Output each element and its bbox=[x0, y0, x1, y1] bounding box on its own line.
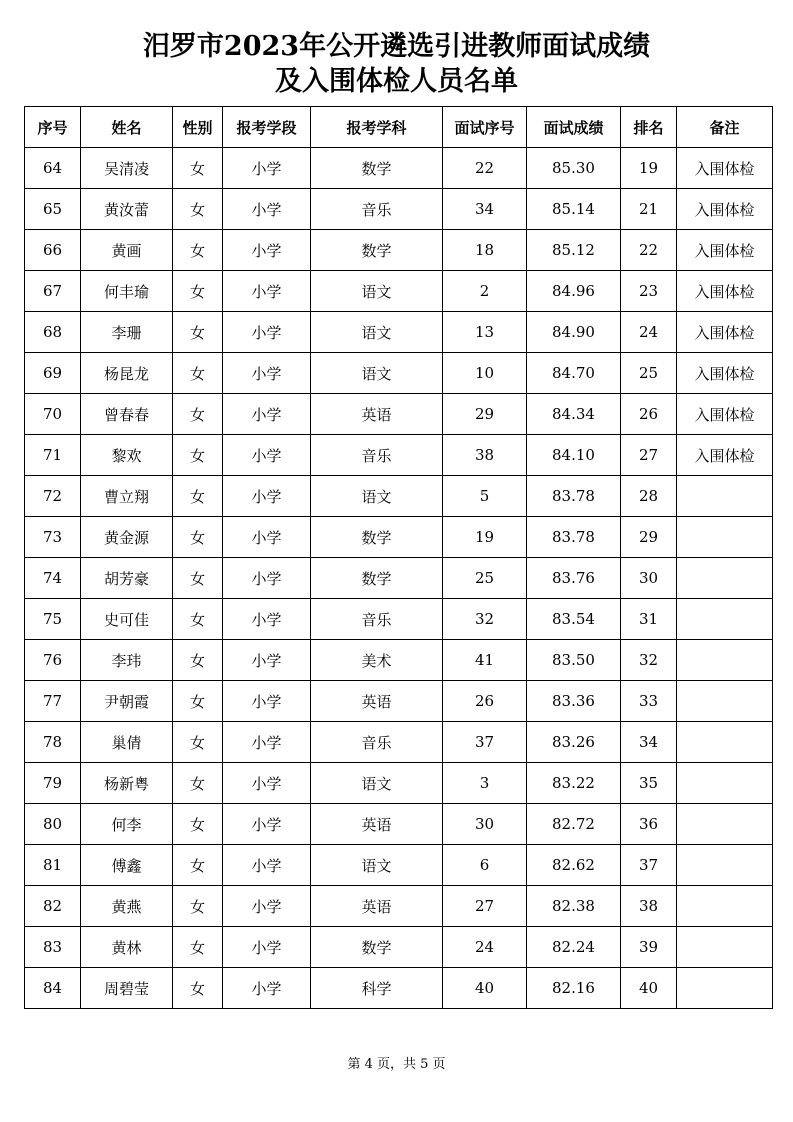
cell-gender: 女 bbox=[173, 230, 223, 271]
cell-interview-no: 38 bbox=[443, 435, 527, 476]
cell-index: 66 bbox=[25, 230, 81, 271]
cell-interview-no: 40 bbox=[443, 968, 527, 1009]
cell-index: 67 bbox=[25, 271, 81, 312]
cell-index: 74 bbox=[25, 558, 81, 599]
cell-index: 73 bbox=[25, 517, 81, 558]
cell-interview-no: 2 bbox=[443, 271, 527, 312]
cell-stage: 小学 bbox=[223, 599, 311, 640]
table-row bbox=[25, 476, 773, 517]
cell-remark bbox=[677, 640, 773, 681]
cell-name: 吴清凌 bbox=[81, 148, 173, 189]
cell-interview-no: 27 bbox=[443, 886, 527, 927]
cell-interview-no: 41 bbox=[443, 640, 527, 681]
cell-score: 82.72 bbox=[527, 804, 621, 845]
cell-rank: 33 bbox=[621, 681, 677, 722]
cell-stage: 小学 bbox=[223, 148, 311, 189]
cell-subject: 数学 bbox=[311, 517, 443, 558]
cell-subject: 语文 bbox=[311, 845, 443, 886]
cell-gender: 女 bbox=[173, 640, 223, 681]
cell-name: 杨新粤 bbox=[81, 763, 173, 804]
header-cell-remark: 备注 bbox=[677, 107, 773, 148]
header-cell-rank: 排名 bbox=[621, 107, 677, 148]
header-cell-name: 姓名 bbox=[81, 107, 173, 148]
cell-stage: 小学 bbox=[223, 517, 311, 558]
cell-index: 69 bbox=[25, 353, 81, 394]
cell-remark: 入围体检 bbox=[677, 435, 773, 476]
cell-index: 77 bbox=[25, 681, 81, 722]
cell-name: 曹立翔 bbox=[81, 476, 173, 517]
cell-gender: 女 bbox=[173, 271, 223, 312]
cell-gender: 女 bbox=[173, 435, 223, 476]
cell-rank: 24 bbox=[621, 312, 677, 353]
cell-interview-no: 22 bbox=[443, 148, 527, 189]
cell-index: 72 bbox=[25, 476, 81, 517]
table-row bbox=[25, 353, 773, 394]
cell-subject: 科学 bbox=[311, 968, 443, 1009]
cell-remark bbox=[677, 681, 773, 722]
cell-score: 83.36 bbox=[527, 681, 621, 722]
cell-subject: 数学 bbox=[311, 927, 443, 968]
table-row bbox=[25, 845, 773, 886]
cell-subject: 音乐 bbox=[311, 599, 443, 640]
cell-gender: 女 bbox=[173, 517, 223, 558]
table-row bbox=[25, 312, 773, 353]
cell-name: 黎欢 bbox=[81, 435, 173, 476]
cell-stage: 小学 bbox=[223, 271, 311, 312]
table-row bbox=[25, 763, 773, 804]
document-title-line-2: 及入围体检人员名单 bbox=[275, 66, 518, 97]
cell-rank: 36 bbox=[621, 804, 677, 845]
cell-remark: 入围体检 bbox=[677, 189, 773, 230]
cell-rank: 34 bbox=[621, 722, 677, 763]
cell-remark bbox=[677, 886, 773, 927]
table-row bbox=[25, 435, 773, 476]
cell-index: 81 bbox=[25, 845, 81, 886]
cell-gender: 女 bbox=[173, 148, 223, 189]
cell-score: 85.12 bbox=[527, 230, 621, 271]
cell-rank: 30 bbox=[621, 558, 677, 599]
cell-subject: 英语 bbox=[311, 804, 443, 845]
cell-remark bbox=[677, 722, 773, 763]
cell-subject: 语文 bbox=[311, 476, 443, 517]
cell-index: 76 bbox=[25, 640, 81, 681]
cell-name: 何丰瑜 bbox=[81, 271, 173, 312]
cell-score: 84.34 bbox=[527, 394, 621, 435]
table-row bbox=[25, 599, 773, 640]
cell-score: 84.10 bbox=[527, 435, 621, 476]
header-cell-interview-no: 面试序号 bbox=[443, 107, 527, 148]
cell-score: 83.76 bbox=[527, 558, 621, 599]
cell-index: 82 bbox=[25, 886, 81, 927]
cell-stage: 小学 bbox=[223, 394, 311, 435]
cell-index: 80 bbox=[25, 804, 81, 845]
cell-index: 75 bbox=[25, 599, 81, 640]
cell-remark: 入围体检 bbox=[677, 312, 773, 353]
cell-name: 尹朝霞 bbox=[81, 681, 173, 722]
page-footer: 第 4 页，共 5 页 bbox=[347, 1057, 446, 1072]
cell-interview-no: 24 bbox=[443, 927, 527, 968]
cell-name: 黄汝蕾 bbox=[81, 189, 173, 230]
table-row bbox=[25, 968, 773, 1009]
header-cell-stage: 报考学段 bbox=[223, 107, 311, 148]
cell-interview-no: 19 bbox=[443, 517, 527, 558]
cell-stage: 小学 bbox=[223, 558, 311, 599]
cell-interview-no: 25 bbox=[443, 558, 527, 599]
cell-gender: 女 bbox=[173, 353, 223, 394]
table-row bbox=[25, 681, 773, 722]
cell-rank: 23 bbox=[621, 271, 677, 312]
cell-gender: 女 bbox=[173, 763, 223, 804]
cell-remark: 入围体检 bbox=[677, 353, 773, 394]
cell-rank: 39 bbox=[621, 927, 677, 968]
cell-rank: 32 bbox=[621, 640, 677, 681]
cell-rank: 31 bbox=[621, 599, 677, 640]
table-row bbox=[25, 886, 773, 927]
header-row bbox=[25, 107, 773, 148]
cell-subject: 语文 bbox=[311, 312, 443, 353]
cell-gender: 女 bbox=[173, 476, 223, 517]
cell-subject: 英语 bbox=[311, 886, 443, 927]
cell-score: 82.62 bbox=[527, 845, 621, 886]
cell-interview-no: 29 bbox=[443, 394, 527, 435]
cell-gender: 女 bbox=[173, 927, 223, 968]
cell-score: 84.70 bbox=[527, 353, 621, 394]
cell-score: 85.14 bbox=[527, 189, 621, 230]
cell-interview-no: 26 bbox=[443, 681, 527, 722]
cell-score: 82.38 bbox=[527, 886, 621, 927]
cell-subject: 音乐 bbox=[311, 189, 443, 230]
cell-remark: 入围体检 bbox=[677, 271, 773, 312]
cell-subject: 数学 bbox=[311, 230, 443, 271]
cell-name: 黄林 bbox=[81, 927, 173, 968]
cell-stage: 小学 bbox=[223, 968, 311, 1009]
cell-rank: 25 bbox=[621, 353, 677, 394]
cell-interview-no: 37 bbox=[443, 722, 527, 763]
cell-interview-no: 6 bbox=[443, 845, 527, 886]
cell-interview-no: 5 bbox=[443, 476, 527, 517]
cell-stage: 小学 bbox=[223, 353, 311, 394]
cell-subject: 语文 bbox=[311, 353, 443, 394]
cell-stage: 小学 bbox=[223, 476, 311, 517]
cell-score: 82.24 bbox=[527, 927, 621, 968]
cell-remark bbox=[677, 599, 773, 640]
table-row bbox=[25, 558, 773, 599]
cell-index: 68 bbox=[25, 312, 81, 353]
table-row bbox=[25, 804, 773, 845]
cell-interview-no: 3 bbox=[443, 763, 527, 804]
cell-score: 83.54 bbox=[527, 599, 621, 640]
cell-gender: 女 bbox=[173, 558, 223, 599]
cell-stage: 小学 bbox=[223, 886, 311, 927]
cell-interview-no: 30 bbox=[443, 804, 527, 845]
cell-rank: 37 bbox=[621, 845, 677, 886]
cell-gender: 女 bbox=[173, 804, 223, 845]
table-row bbox=[25, 148, 773, 189]
cell-interview-no: 13 bbox=[443, 312, 527, 353]
results-table bbox=[24, 106, 773, 1009]
cell-name: 曾春春 bbox=[81, 394, 173, 435]
cell-stage: 小学 bbox=[223, 722, 311, 763]
cell-rank: 26 bbox=[621, 394, 677, 435]
cell-gender: 女 bbox=[173, 599, 223, 640]
cell-subject: 语文 bbox=[311, 763, 443, 804]
cell-remark bbox=[677, 476, 773, 517]
cell-remark: 入围体检 bbox=[677, 394, 773, 435]
header-cell-subject: 报考学科 bbox=[311, 107, 443, 148]
cell-rank: 22 bbox=[621, 230, 677, 271]
table-row bbox=[25, 722, 773, 763]
table-row bbox=[25, 189, 773, 230]
cell-score: 83.26 bbox=[527, 722, 621, 763]
cell-interview-no: 34 bbox=[443, 189, 527, 230]
cell-gender: 女 bbox=[173, 886, 223, 927]
cell-index: 64 bbox=[25, 148, 81, 189]
cell-stage: 小学 bbox=[223, 312, 311, 353]
cell-name: 史可佳 bbox=[81, 599, 173, 640]
cell-score: 82.16 bbox=[527, 968, 621, 1009]
cell-rank: 38 bbox=[621, 886, 677, 927]
cell-score: 84.96 bbox=[527, 271, 621, 312]
cell-gender: 女 bbox=[173, 312, 223, 353]
cell-remark: 入围体检 bbox=[677, 148, 773, 189]
cell-subject: 音乐 bbox=[311, 722, 443, 763]
cell-stage: 小学 bbox=[223, 640, 311, 681]
cell-name: 李珊 bbox=[81, 312, 173, 353]
cell-gender: 女 bbox=[173, 394, 223, 435]
cell-stage: 小学 bbox=[223, 845, 311, 886]
cell-gender: 女 bbox=[173, 189, 223, 230]
cell-stage: 小学 bbox=[223, 681, 311, 722]
cell-remark bbox=[677, 845, 773, 886]
cell-name: 黄燕 bbox=[81, 886, 173, 927]
cell-rank: 21 bbox=[621, 189, 677, 230]
cell-subject: 音乐 bbox=[311, 435, 443, 476]
cell-stage: 小学 bbox=[223, 435, 311, 476]
cell-remark bbox=[677, 804, 773, 845]
cell-name: 胡芳豪 bbox=[81, 558, 173, 599]
cell-index: 79 bbox=[25, 763, 81, 804]
table-body bbox=[25, 148, 773, 1009]
cell-stage: 小学 bbox=[223, 763, 311, 804]
cell-subject: 数学 bbox=[311, 148, 443, 189]
cell-name: 李玮 bbox=[81, 640, 173, 681]
cell-stage: 小学 bbox=[223, 189, 311, 230]
cell-index: 78 bbox=[25, 722, 81, 763]
cell-index: 84 bbox=[25, 968, 81, 1009]
cell-subject: 英语 bbox=[311, 394, 443, 435]
cell-stage: 小学 bbox=[223, 230, 311, 271]
table-row bbox=[25, 927, 773, 968]
cell-interview-no: 10 bbox=[443, 353, 527, 394]
cell-remark bbox=[677, 763, 773, 804]
cell-name: 杨昆龙 bbox=[81, 353, 173, 394]
cell-score: 83.22 bbox=[527, 763, 621, 804]
cell-remark bbox=[677, 558, 773, 599]
cell-interview-no: 18 bbox=[443, 230, 527, 271]
cell-gender: 女 bbox=[173, 845, 223, 886]
cell-interview-no: 32 bbox=[443, 599, 527, 640]
cell-score: 83.50 bbox=[527, 640, 621, 681]
cell-name: 黄金源 bbox=[81, 517, 173, 558]
cell-name: 周碧莹 bbox=[81, 968, 173, 1009]
cell-remark: 入围体检 bbox=[677, 230, 773, 271]
cell-rank: 28 bbox=[621, 476, 677, 517]
cell-gender: 女 bbox=[173, 722, 223, 763]
cell-remark bbox=[677, 968, 773, 1009]
cell-rank: 29 bbox=[621, 517, 677, 558]
cell-remark bbox=[677, 927, 773, 968]
cell-index: 65 bbox=[25, 189, 81, 230]
cell-index: 71 bbox=[25, 435, 81, 476]
table-row bbox=[25, 394, 773, 435]
table-row bbox=[25, 640, 773, 681]
cell-index: 70 bbox=[25, 394, 81, 435]
cell-subject: 美术 bbox=[311, 640, 443, 681]
table-row bbox=[25, 517, 773, 558]
cell-name: 巢倩 bbox=[81, 722, 173, 763]
table-row bbox=[25, 271, 773, 312]
cell-stage: 小学 bbox=[223, 804, 311, 845]
cell-subject: 英语 bbox=[311, 681, 443, 722]
table-row bbox=[25, 230, 773, 271]
cell-subject: 数学 bbox=[311, 558, 443, 599]
cell-rank: 35 bbox=[621, 763, 677, 804]
cell-name: 傅鑫 bbox=[81, 845, 173, 886]
cell-subject: 语文 bbox=[311, 271, 443, 312]
header-cell-gender: 性别 bbox=[173, 107, 223, 148]
cell-gender: 女 bbox=[173, 968, 223, 1009]
cell-score: 84.90 bbox=[527, 312, 621, 353]
cell-stage: 小学 bbox=[223, 927, 311, 968]
cell-rank: 40 bbox=[621, 968, 677, 1009]
document-title-line-1: 汨罗市2023年公开遴选引进教师面试成绩 bbox=[142, 31, 651, 62]
cell-gender: 女 bbox=[173, 681, 223, 722]
cell-rank: 27 bbox=[621, 435, 677, 476]
cell-remark bbox=[677, 517, 773, 558]
header-cell-score: 面试成绩 bbox=[527, 107, 621, 148]
cell-score: 83.78 bbox=[527, 517, 621, 558]
cell-name: 黄画 bbox=[81, 230, 173, 271]
cell-score: 83.78 bbox=[527, 476, 621, 517]
cell-index: 83 bbox=[25, 927, 81, 968]
cell-name: 何李 bbox=[81, 804, 173, 845]
cell-rank: 19 bbox=[621, 148, 677, 189]
cell-score: 85.30 bbox=[527, 148, 621, 189]
header-cell-index: 序号 bbox=[25, 107, 81, 148]
